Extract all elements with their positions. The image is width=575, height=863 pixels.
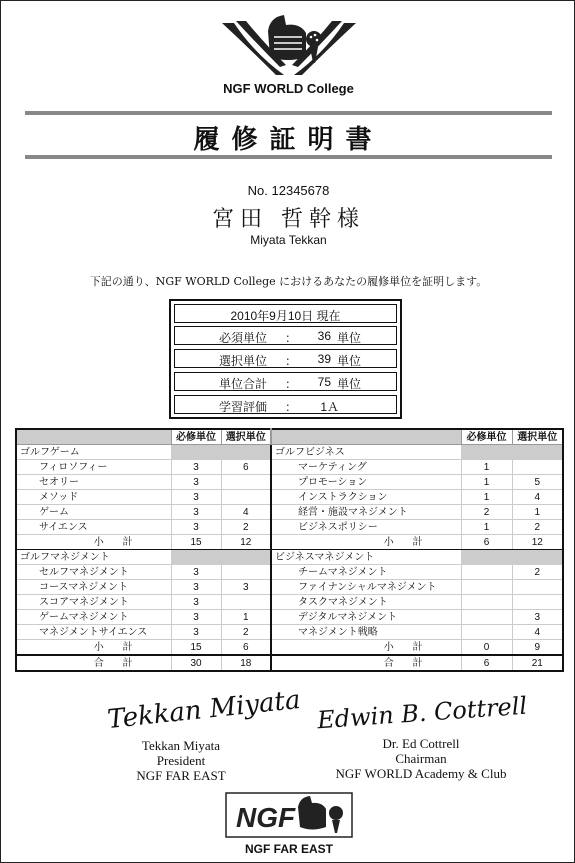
elective-credits [512,580,563,595]
subtotal-label: 小 計 [16,640,171,656]
course-name: マーケティング [271,460,461,475]
signatory-name: Dr. Ed Cottrell [382,736,460,751]
course-name: マネジメントサイエンス [16,625,171,640]
category-fill [461,550,512,565]
course-name: フィロソフィー [16,460,171,475]
elective-credits: 4 [221,505,271,520]
course-name: サイエンス [16,520,171,535]
subtotal-label: 小 計 [16,535,171,550]
summary-row-elective [174,349,397,368]
table-row [16,625,563,640]
required-credits: 1 [461,475,512,490]
course-name: コースマネジメント [16,580,171,595]
ngf-far-east-logo-icon [1,791,575,857]
course-name: スコアマネジメント [16,595,171,610]
footer-org-text: NGF FAR EAST [244,842,333,856]
required-credits [461,580,512,595]
subtotal-label: 小 計 [271,640,461,656]
recipient-name-jp: 宮田 哲幹様 [212,207,365,232]
category-fill [512,445,563,460]
elective-credits: 1 [512,505,563,520]
elective-credits [221,475,271,490]
header-required: 必修単位 [171,429,221,445]
certificate-number: No. 12345678 [247,183,330,198]
summary-label: 単位合計 [219,377,268,391]
course-name: セルフマネジメント [16,565,171,580]
elective-credits [221,595,271,610]
summary-colon: ： [285,400,298,414]
summary-colon: ： [285,354,298,368]
elective-credits [221,490,271,505]
required-credits: 3 [171,490,221,505]
header-blank [16,429,171,445]
elective-credits: 2 [221,520,271,535]
required-credits [461,565,512,580]
signatory-org: NGF FAR EAST [136,768,226,783]
category-fill [221,550,271,565]
required-credits [461,610,512,625]
table-row [16,445,563,460]
elective-credits: 4 [512,490,563,505]
college-name: NGF WORLD College [223,81,354,96]
title-rule-top [25,111,552,115]
required-credits: 3 [171,625,221,640]
course-name: インストラクション [271,490,461,505]
required-credits: 3 [171,610,221,625]
summary-value: 75 [317,375,331,389]
course-name: プロモーション [271,475,461,490]
signature-right-block [301,736,541,781]
summary-label: 学習評価 [219,400,268,414]
elective-credits: 5 [512,475,563,490]
total-label: 合 計 [16,655,171,671]
credits-table [15,428,564,672]
required-credits: 3 [171,595,221,610]
subtotal-row [16,535,563,550]
recipient-name-en: Miyata Tekkan [250,233,327,247]
total-row [16,655,563,671]
total-elective: 21 [512,655,563,671]
category-name: ゴルフゲーム [16,445,171,460]
summary-date: 2010年9月10日 現在 [174,304,397,323]
credit-summary-box [169,299,402,419]
required-credits: 1 [461,460,512,475]
course-name: 経営・施設マネジメント [271,505,461,520]
table-row [16,595,563,610]
category-fill [171,445,221,460]
summary-colon: ： [285,377,298,391]
required-credits [461,595,512,610]
category-fill [512,550,563,565]
required-credits [461,625,512,640]
title-rule-bottom [25,155,552,159]
course-name: セオリー [16,475,171,490]
elective-credits: 2 [512,520,563,535]
signatory-title: President [156,753,206,768]
table-row [16,460,563,475]
course-name: マネジメント戦略 [271,625,461,640]
elective-credits [512,460,563,475]
course-name: ゲームマネジメント [16,610,171,625]
summary-row-required [174,326,397,345]
summary-label: 選択単位 [219,354,268,368]
subtotal-elective: 9 [512,640,563,656]
elective-credits: 3 [512,610,563,625]
header-blank [271,429,461,445]
required-credits: 3 [171,505,221,520]
summary-unit: 単位 [337,377,362,391]
signature-left-block [81,738,281,783]
signature-left-script: Tekkan Miyata [105,684,302,736]
category-name: ゴルフビジネス [271,445,461,460]
table-row [16,550,563,565]
table-row [16,475,563,490]
required-credits: 1 [461,520,512,535]
table-header-row [16,429,563,445]
summary-unit: 単位 [337,331,362,345]
total-required: 30 [171,655,221,671]
course-name: ビジネスポリシー [271,520,461,535]
course-name: タスクマネジメント [271,595,461,610]
course-name: ファイナンシャルマネジメント [271,580,461,595]
header-required: 必修単位 [461,429,512,445]
course-name: デジタルマネジメント [271,610,461,625]
elective-credits: 2 [512,565,563,580]
total-label: 合 計 [271,655,461,671]
required-credits: 3 [171,520,221,535]
subtotal-elective: 12 [512,535,563,550]
summary-row-total [174,372,397,391]
summary-colon: ： [285,331,298,345]
table-row [16,520,563,535]
category-fill [221,445,271,460]
table-row [16,505,563,520]
subtotal-label: 小 計 [271,535,461,550]
elective-credits: 3 [221,580,271,595]
elective-credits: 6 [221,460,271,475]
elective-credits: 2 [221,625,271,640]
course-name: チームマネジメント [271,565,461,580]
subtotal-row [16,640,563,656]
table-row [16,580,563,595]
table-row [16,565,563,580]
subtotal-required: 15 [171,535,221,550]
course-name: メソッド [16,490,171,505]
total-elective: 18 [221,655,271,671]
required-credits: 3 [171,475,221,490]
elective-credits: 1 [221,610,271,625]
subtotal-elective: 12 [221,535,271,550]
elective-credits [221,565,271,580]
elective-credits: 4 [512,625,563,640]
signatory-title: Chairman [395,751,447,766]
summary-unit: 単位 [337,354,362,368]
total-required: 6 [461,655,512,671]
signatory-org: NGF WORLD Academy & Club [335,766,507,781]
required-credits: 1 [461,490,512,505]
required-credits: 3 [171,565,221,580]
subtotal-required: 6 [461,535,512,550]
summary-value: 36 [317,329,331,343]
subtotal-required: 15 [171,640,221,656]
category-name: ビジネスマネジメント [271,550,461,565]
required-credits: 3 [171,580,221,595]
required-credits: 3 [171,460,221,475]
table-row [16,610,563,625]
category-name: ゴルフマネジメント [16,550,171,565]
signatory-name: Tekkan Miyata [141,738,221,753]
summary-value: 1Ａ [320,400,339,414]
category-fill [461,445,512,460]
header-elective: 選択単位 [221,429,271,445]
ngf-winged-logo-icon [1,9,575,83]
subtotal-elective: 6 [221,640,271,656]
subtotal-required: 0 [461,640,512,656]
course-name: ゲーム [16,505,171,520]
elective-credits [512,595,563,610]
summary-value: 39 [317,352,331,366]
summary-label: 必須単位 [219,331,268,345]
summary-row-evaluation [174,395,397,414]
header-elective: 選択単位 [512,429,563,445]
footer-logo-text: NGF [235,802,295,833]
signature-right-script: Edwin B. Cottrell [316,691,528,735]
category-fill [171,550,221,565]
table-row [16,490,563,505]
document-title: 履修証明書 [193,125,384,155]
required-credits: 2 [461,505,512,520]
certification-statement: 下記の通り、NGF WORLD College におけるあなたの履修単位を証明します。 [89,275,488,288]
